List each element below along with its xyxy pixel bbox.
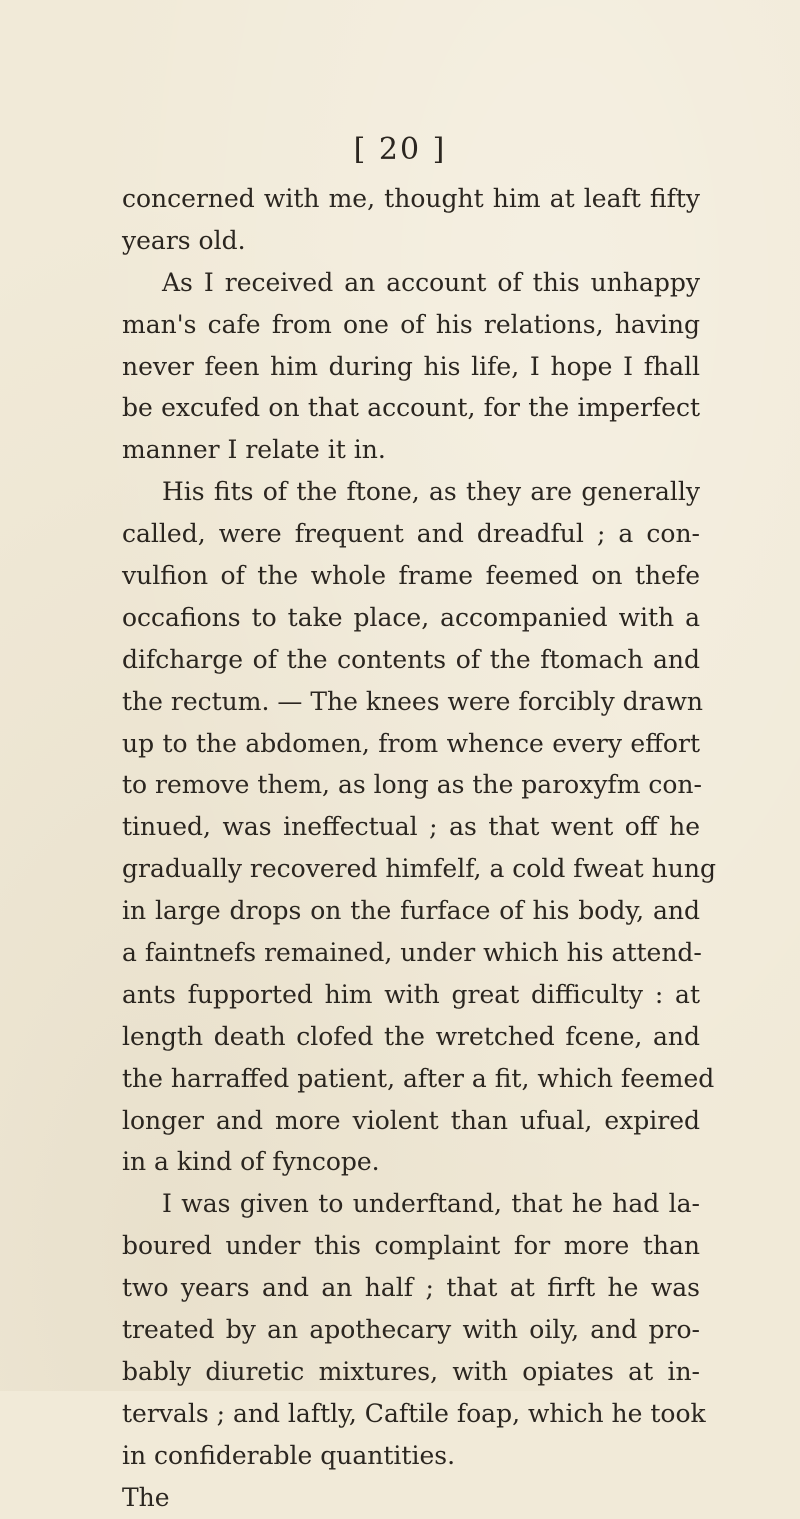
text-line: years old. xyxy=(122,225,246,255)
text-line: to remove them, as long as the paroxyfm con- xyxy=(122,770,702,800)
text-line: tinued, was ineffectual ; as that went off he xyxy=(122,812,700,842)
catchword: The xyxy=(122,1482,170,1512)
text-line: boured under this complaint for more than xyxy=(122,1231,700,1261)
text-line: As I received an account of this unhappy xyxy=(162,267,700,297)
text-line: His fits of the ftone, as they are generally xyxy=(162,477,700,507)
text-line: manner I relate it in. xyxy=(122,435,386,465)
text-line: length death clofed the wretched fcene, and xyxy=(122,1021,700,1051)
text-line: the rectum. — The knees were forcibly drawn xyxy=(122,686,704,716)
text-line: man's cafe from one of his relations, having xyxy=(122,309,700,339)
text-line: bably diuretic mixtures, with opiates at in- xyxy=(122,1356,700,1386)
text-line: tervals ; and laftly, Caftile foap, which he took xyxy=(122,1398,706,1428)
text-line: treated by an apothecary with oily, and pro- xyxy=(122,1315,700,1345)
text-line: the harraffed patient, after a fit, which feemed xyxy=(122,1063,715,1093)
text-line: occafions to take place, accompanied with a xyxy=(122,602,700,632)
text-line: be excufed on that account, for the imperfect xyxy=(122,393,700,423)
text-line: up to the abdomen, from whence every effort xyxy=(122,728,700,758)
text-line: called, were frequent and dreadful ; a con- xyxy=(122,519,700,549)
text-line: ants fupported him with great difficulty : at xyxy=(122,979,700,1009)
text-line: vulfion of the whole frame feemed on thefe xyxy=(122,561,700,591)
text-line: I was given to underftand, that he had la- xyxy=(162,1189,700,1219)
text-line: in confiderable quantities. xyxy=(122,1440,456,1470)
text-line: difcharge of the contents of the ftomach and xyxy=(122,644,700,674)
text-line: in large drops on the furface of his body, and xyxy=(122,896,700,926)
text-line: gradually recovered himfelf, a cold fweat hung xyxy=(122,854,716,884)
text-line: in a kind of fyncope. xyxy=(122,1147,380,1177)
page-number-header: [ 20 ] xyxy=(353,132,447,167)
body-text xyxy=(122,178,716,1519)
text-line: longer and more violent than ufual, expired xyxy=(122,1105,700,1135)
text-line: concerned with me, thought him at leaft fifty xyxy=(122,184,700,213)
text-line: never feen him during his life, I hope I fhall xyxy=(122,351,700,381)
text-line: two years and an half ; that at firft he was xyxy=(122,1273,700,1303)
text-line: a faintnefs remained, under which his attend- xyxy=(122,938,702,968)
